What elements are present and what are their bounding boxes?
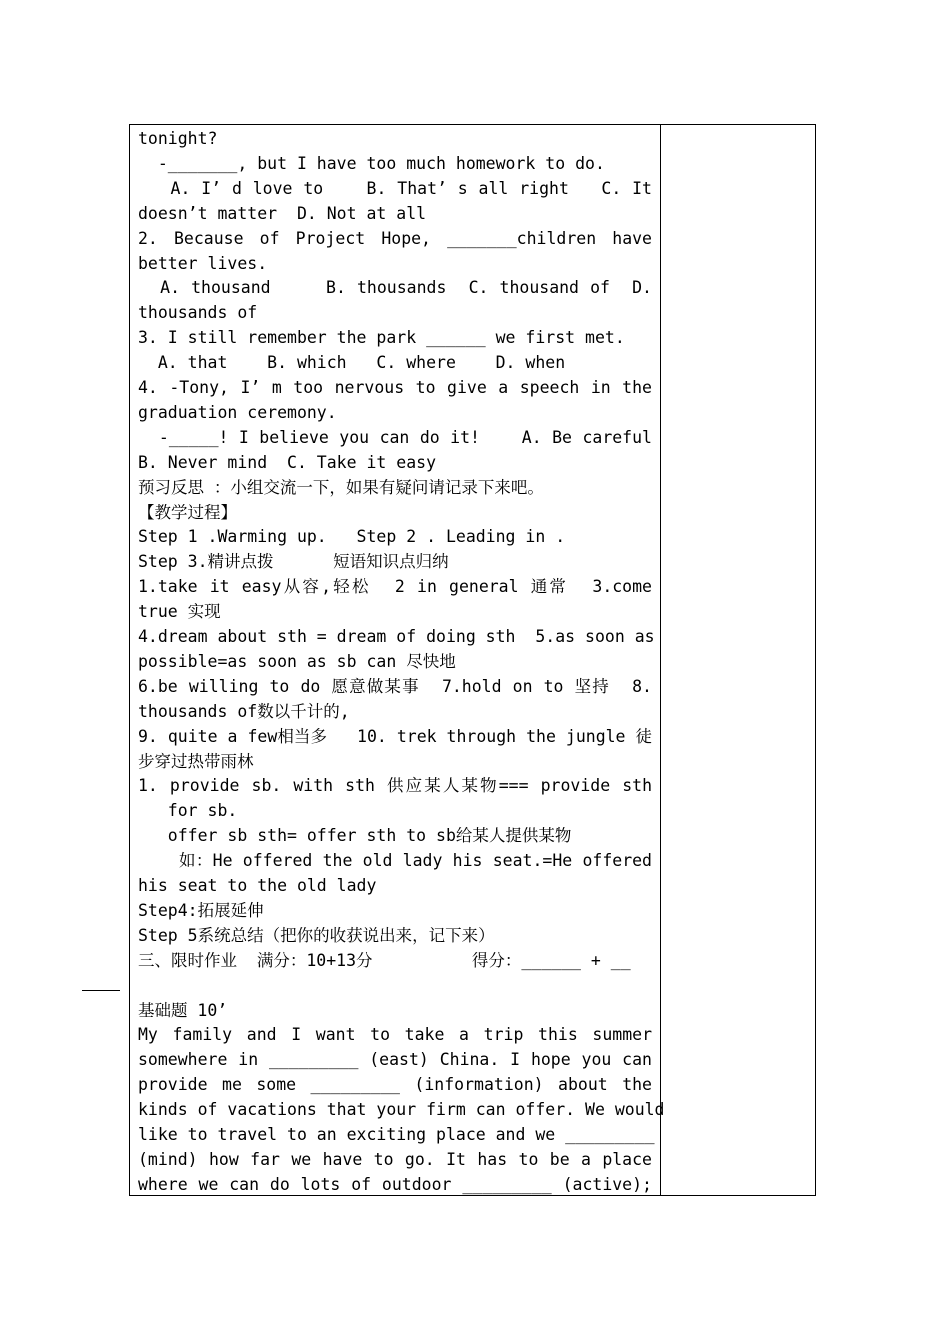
text-line: somewhere in _________ (east) China. I hope you can xyxy=(138,1050,652,1070)
text-line: 步穿过热带雨林 xyxy=(138,751,254,771)
text-line: 【教学过程】 xyxy=(138,502,237,522)
text-line: possible=as soon as sb can 尽快地 xyxy=(138,651,456,671)
text-line: true 实现 xyxy=(138,602,221,622)
text-line: A. that B. which C. where D. when xyxy=(138,353,566,373)
text-line: where we can do lots of outdoor _________ (active); xyxy=(138,1174,652,1194)
column-divider xyxy=(660,125,661,1195)
text-line: 三、限时作业 满分：10+13分 得分：______ + __ xyxy=(138,950,631,970)
text-line: (mind) how far we have to go. It has to be a place xyxy=(138,1149,652,1169)
text-line: -_______, but I have too much homework to do. xyxy=(138,153,605,173)
text-line: doesn’t matter D. Not at all xyxy=(138,203,427,223)
text-line: 3. I still remember the park ______ we first met. xyxy=(138,328,625,348)
text-line: 4.dream about sth = dream of doing sth 5.as soon as xyxy=(138,627,655,646)
text-line: thousands of数以千计的, xyxy=(138,701,350,721)
text-line: 如：He offered the old lady his seat.=He offered xyxy=(138,851,652,871)
text-line: offer sb sth= offer sth to sb给某人提供某物 xyxy=(138,826,572,846)
text-line: Step 1 .Warming up. Step 2 . Leading in . xyxy=(138,527,566,547)
text-line: for sb. xyxy=(138,801,238,821)
text-line: A. I’ d love to B. That’ s all right C. It xyxy=(138,178,652,198)
text-line: his seat to the old lady xyxy=(138,876,377,895)
text-line: B. Never mind C. Take it easy xyxy=(138,452,437,472)
text-line: 1. provide sb. with sth 供应某人某物=== provide sth xyxy=(138,776,652,796)
text-line: A. thousand B. thousands C. thousand of D. xyxy=(138,278,652,298)
text-line: like to travel to an exciting place and we _________ xyxy=(138,1125,655,1144)
text-line: graduation ceremony. xyxy=(138,402,337,422)
text-line: 基础题 10’ xyxy=(138,1000,228,1020)
text-line: 4. -Tony, I’ m too nervous to give a speech in the xyxy=(138,378,652,397)
text-line: -_____! I believe you can do it! A. Be careful xyxy=(138,427,652,447)
text-line: better lives. xyxy=(138,253,268,273)
text-line: thousands of xyxy=(138,303,258,323)
text-line: Step4:拓展延伸 xyxy=(138,900,264,920)
text-line: 1.take it easy从容,轻松 2 in general 通常 3.come xyxy=(138,577,652,597)
text-line: 2. Because of Project Hope, _______children have xyxy=(138,228,652,248)
text-line: My family and I want to take a trip this summer xyxy=(138,1025,652,1045)
margin-blank-line xyxy=(82,990,120,991)
text-line: provide me some _________ (information) about the xyxy=(138,1075,652,1095)
text-line: 9. quite a few相当多 10. trek through the jungle 徒 xyxy=(138,726,652,746)
text-line: 预习反思 ：小组交流一下，如果有疑问请记录下来吧。 xyxy=(138,477,544,497)
text-line xyxy=(138,973,652,998)
text-line: kinds of vacations that your firm can offer. We would xyxy=(138,1100,665,1120)
text-line: Step 3.精讲点拨 短语知识点归纳 xyxy=(138,552,449,572)
text-line: Step 5系统总结（把你的收获说出来，记下来） xyxy=(138,925,495,945)
text-line: tonight? xyxy=(138,129,218,148)
text-line: 6.be willing to do 愿意做某事 7.hold on to 坚持 8. xyxy=(138,676,652,696)
